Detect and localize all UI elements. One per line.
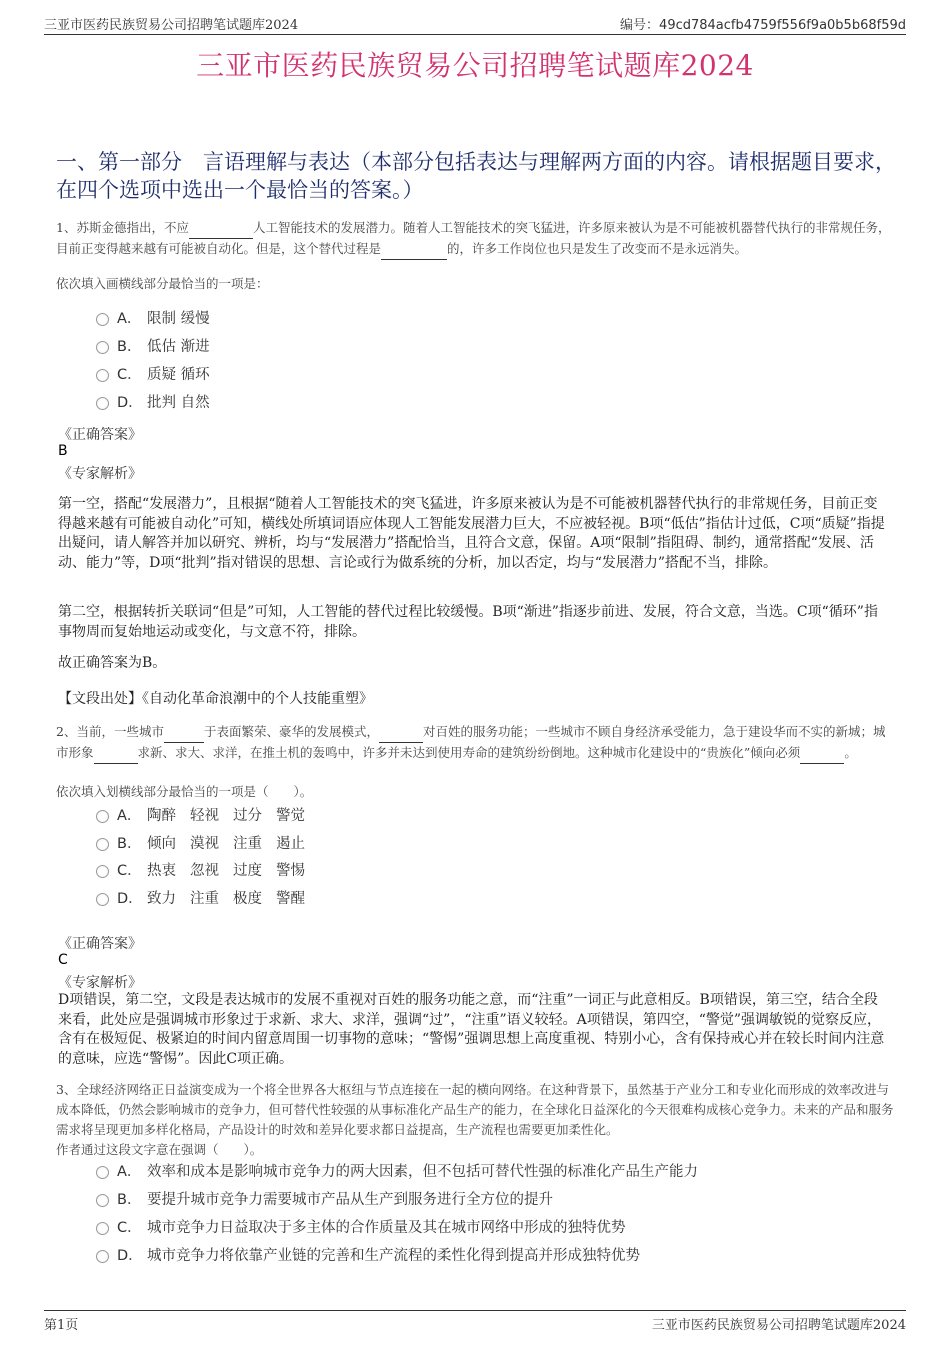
option-word: 极度 xyxy=(233,891,262,907)
option-word: 过分 xyxy=(233,808,262,824)
question-2-prompt: 依次填入划横线部分最恰当的一项是（ ）。 xyxy=(56,784,313,799)
q1-text-part3: 的，许多工作岗位也只是发生了改变而不是永远消失。 xyxy=(447,241,748,256)
radio-icon[interactable] xyxy=(96,1250,109,1263)
q2-option-a[interactable] xyxy=(96,805,319,827)
q1-analysis-paragraph-1: 第一空，搭配“发展潜力”，且根据“随着人工智能技术的突飞猛进，许多原来被认为是不可能被机器替代执行的非常规任务，目前正变得越来越有可能被自动化”可知，横线处所填词语应体现人工智能发展潜力巨大，不应被轻视。B项“低估”指估计过低，C项“质疑”指提出疑问，请人解答并加以研究、辨析，均与“发展潜力”搭配恰当，且符合文意，保留。A项“限制”指阻碍、制约，通常搭配“发展、活动、能力”等，D项“批判”指对错误的思想、言论或行为做系统的分析，加以否定，均与“发展潜力”搭配不当，排除。 xyxy=(58,496,885,571)
header-doc-id: 编号：49cd784acfb4759f556f9a0b5b68f59d xyxy=(620,18,906,33)
q2-analysis-label: 《专家解析》 xyxy=(58,975,142,991)
q1-text-part1: 1、苏斯金德指出，不应 xyxy=(56,220,189,235)
radio-icon[interactable] xyxy=(96,838,109,851)
option-text: 批判 自然 xyxy=(147,395,210,411)
option-word: 警惕 xyxy=(276,863,305,879)
option-word: 遏止 xyxy=(276,836,305,852)
q2-answer-label: 《正确答案》 xyxy=(58,936,142,952)
q1-text-part2: 人工智能技术的发展潜力。随着人工智能技术的突飞猛进，许多原来被认为是不可能被机器替代执行的非常规任务，目前正变得越来越有可能被自动化。但是，这个替代过程是 xyxy=(56,220,891,256)
question-2-stem xyxy=(56,722,896,764)
q1-option-c[interactable] xyxy=(96,364,224,386)
radio-icon[interactable] xyxy=(96,313,109,326)
option-text: 城市竞争力将依靠产业链的完善和生产流程的柔性化得到提高并形成独特优势 xyxy=(147,1248,640,1264)
page-footer xyxy=(44,1310,906,1333)
q2-text-b: 于表面繁荣、豪华的发展模式， xyxy=(203,724,379,739)
q2-blank-4 xyxy=(800,743,844,764)
radio-icon[interactable] xyxy=(96,810,109,823)
q1-blank-1 xyxy=(189,218,253,239)
option-letter: D． xyxy=(117,891,143,907)
q2-analysis: D项错误，第二空，文段是表达城市的发展不重视对百姓的服务功能之意，而“注重”一词正与此意相反。B项错误，第三空，结合全段来看，此处应是强调城市形象过于求新、求大、求洋，强调“过”，“注重”语义较轻。A项错误，第四空，“警觉”强调敏锐的觉察反应，含有在极短促、极紧迫的时间内留意周围一切事物的意味；“警惕”强调思想上高度重视、特别小心，含有保持戒心并在较长时间内注意的意味，应选“警惕”。因此C项正确。 xyxy=(58,992,885,1067)
radio-icon[interactable] xyxy=(96,1166,109,1179)
q1-option-d[interactable] xyxy=(96,392,224,414)
question-1-prompt: 依次填入画横线部分最恰当的一项是： xyxy=(56,276,269,291)
option-letter: D． xyxy=(117,1248,143,1264)
option-letter: C． xyxy=(117,1220,142,1236)
option-word: 倾向 xyxy=(147,836,176,852)
q1-option-a[interactable] xyxy=(96,308,224,330)
q2-text-c: 对百姓的服务功能；一些城市不顾自身经济承受能力，急于建设华而不实的新城；城市形象 xyxy=(56,724,886,760)
q2-blank-1 xyxy=(164,722,204,743)
q2-blank-2 xyxy=(379,722,423,743)
radio-icon[interactable] xyxy=(96,893,109,906)
q3-option-d[interactable] xyxy=(96,1245,654,1267)
option-letter: B． xyxy=(117,836,142,852)
option-word: 警觉 xyxy=(276,808,305,824)
option-text: 城市竞争力日益取决于多主体的合作质量及其在城市网络中形成的独特优势 xyxy=(147,1220,626,1236)
page-header xyxy=(44,14,906,35)
option-text: 低估 渐进 xyxy=(147,339,210,355)
option-letter: D． xyxy=(117,395,143,411)
option-text: 要提升城市竞争力需要城市产品从生产到服务进行全方位的提升 xyxy=(147,1192,553,1208)
option-text: 限制 缓慢 xyxy=(147,311,210,327)
option-word: 忽视 xyxy=(190,863,219,879)
page-number: 第1页 xyxy=(44,1318,79,1333)
option-letter: A． xyxy=(117,808,142,824)
q3-option-a[interactable] xyxy=(96,1161,712,1183)
option-word: 过度 xyxy=(233,863,262,879)
radio-icon[interactable] xyxy=(96,1194,109,1207)
q1-answer-label: 《正确答案》 xyxy=(58,427,142,443)
radio-icon[interactable] xyxy=(96,369,109,382)
option-word: 漠视 xyxy=(190,836,219,852)
question-3-prompt: 作者通过这段文字意在强调（ ）。 xyxy=(56,1142,263,1157)
option-word: 热衷 xyxy=(147,863,176,879)
option-letter: A． xyxy=(117,311,142,327)
option-word: 注重 xyxy=(190,891,219,907)
header-doc-title: 三亚市医药民族贸易公司招聘笔试题库2024 xyxy=(44,18,299,33)
option-text: 质疑 循环 xyxy=(147,367,210,383)
option-word: 致力 xyxy=(147,891,176,907)
q2-text-e: 。 xyxy=(844,745,857,760)
q1-analysis-conclusion: 故正确答案为B。 xyxy=(58,655,167,671)
option-word: 注重 xyxy=(233,836,262,852)
q2-text-d: 求新、求大、求洋，在推土机的轰鸣中，许多并未达到使用寿命的建筑纷纷倒地。这种城市化建设中的“贵族化”倾向必须 xyxy=(137,745,801,760)
q2-answer: C xyxy=(58,952,68,968)
q3-option-c[interactable] xyxy=(96,1217,640,1239)
option-letter: C． xyxy=(117,863,142,879)
radio-icon[interactable] xyxy=(96,397,109,410)
q1-option-b[interactable] xyxy=(96,336,224,358)
option-word: 陶醉 xyxy=(147,808,176,824)
footer-doc-title: 三亚市医药民族贸易公司招聘笔试题库2024 xyxy=(651,1318,906,1333)
q3-option-b[interactable] xyxy=(96,1189,567,1211)
option-word: 轻视 xyxy=(190,808,219,824)
q2-blank-3 xyxy=(94,743,138,764)
q1-answer: B xyxy=(58,443,68,459)
question-1-stem xyxy=(56,218,896,260)
q1-blank-2 xyxy=(381,239,447,260)
option-text: 效率和成本是影响城市竞争力的两大因素，但不包括可替代性强的标准化产品生产能力 xyxy=(147,1164,698,1180)
option-letter: A． xyxy=(117,1164,142,1180)
q2-option-b[interactable] xyxy=(96,833,319,855)
section-heading: 一、第一部分 言语理解与表达（本部分包括表达与理解两方面的内容。请根据题目要求，在四个选项中选出一个最恰当的答案。） xyxy=(56,150,896,202)
q1-analysis-label: 《专家解析》 xyxy=(58,466,142,482)
option-letter: C． xyxy=(117,367,142,383)
option-word: 警醒 xyxy=(276,891,305,907)
radio-icon[interactable] xyxy=(96,865,109,878)
option-letter: B． xyxy=(117,339,142,355)
q2-text-a: 2、当前，一些城市 xyxy=(56,724,164,739)
q2-option-d[interactable] xyxy=(96,888,319,910)
question-3-stem: 3、全球经济网络正日益演变成为一个将全世界各大枢纽与节点连接在一起的横向网络。在这种背景下，虽然基于产业分工和专业化而形成的效率改进与成本降低，仍然会影响城市的竞争力，但可替代性较强的从事标准化产品生产的能力，在全球化日益深化的今天很难构成核心竞争力。未来的产品和服务需求将呈现更加多样化格局，产品设计的时效和差异化要求都日益提高，生产流程也需要更加柔性化。 xyxy=(56,1082,894,1137)
radio-icon[interactable] xyxy=(96,1222,109,1235)
q1-source: 【文段出处】《自动化革命浪潮中的个人技能重塑》 xyxy=(58,691,373,707)
q2-option-c[interactable] xyxy=(96,860,319,882)
option-letter: B． xyxy=(117,1192,142,1208)
radio-icon[interactable] xyxy=(96,341,109,354)
page-title: 三亚市医药民族贸易公司招聘笔试题库2024 xyxy=(196,49,754,82)
q1-analysis-paragraph-2: 第二空，根据转折关联词“但是”可知，人工智能的替代过程比较缓慢。B项“渐进”指逐步前进、发展，符合文意，当选。C项“循环”指事物周而复始地运动或变化，与文意不符，排除。 xyxy=(58,604,878,640)
